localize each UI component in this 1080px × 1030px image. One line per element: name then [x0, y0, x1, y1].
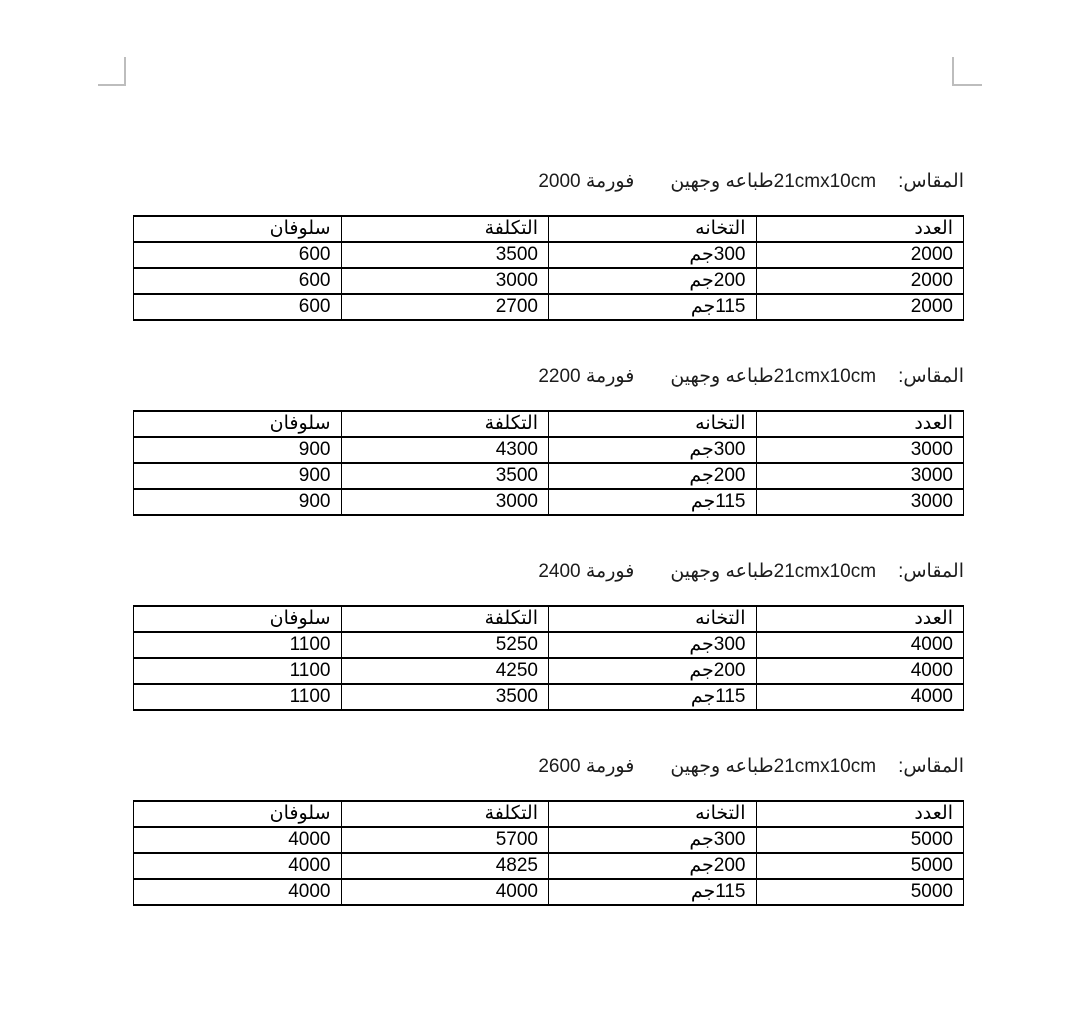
table-cell: 300جم — [549, 437, 757, 463]
table-cell: 4000 — [134, 853, 342, 879]
size-value: 21cmx10cm — [773, 561, 877, 582]
form-number: 2600 — [538, 756, 581, 777]
pricing-table — [133, 410, 964, 516]
size-value: 21cmx10cm — [773, 171, 877, 192]
table-cell: 5000 — [756, 827, 964, 853]
pricing-section — [133, 560, 964, 711]
form-number: 2200 — [538, 366, 581, 387]
column-header: العدد — [756, 801, 964, 827]
pricing-section — [133, 755, 964, 906]
table-cell: 4000 — [134, 827, 342, 853]
print-sides-label: طباعه وجهين — [670, 561, 774, 582]
column-header: التكلفة — [341, 216, 549, 242]
table-cell: 3500 — [341, 463, 549, 489]
table-row — [134, 827, 964, 853]
table-head — [134, 801, 964, 827]
table-row — [134, 489, 964, 515]
section-title — [133, 170, 964, 194]
column-header: التخانه — [549, 411, 757, 437]
table-cell: 115جم — [549, 294, 757, 320]
pricing-table — [133, 215, 964, 321]
column-header: التكلفة — [341, 606, 549, 632]
table-cell: 3500 — [341, 242, 549, 268]
section-title — [133, 755, 964, 779]
table-cell: 600 — [134, 268, 342, 294]
header-row — [134, 801, 964, 827]
size-and-print-label — [670, 170, 876, 194]
form-label: فورمة — [585, 756, 635, 777]
column-header: التكلفة — [341, 801, 549, 827]
table-cell: 200جم — [549, 463, 757, 489]
table-cell: 3500 — [341, 684, 549, 710]
measure-label: المقاس: — [898, 756, 964, 777]
text-boundary-corner-left-icon — [98, 57, 126, 86]
table-body — [134, 827, 964, 905]
measure-label: المقاس: — [898, 366, 964, 387]
table-cell: 1100 — [134, 632, 342, 658]
pricing-table — [133, 605, 964, 711]
table-row — [134, 632, 964, 658]
column-header: سلوفان — [134, 801, 342, 827]
table-cell: 300جم — [549, 827, 757, 853]
form-label-group — [538, 365, 634, 389]
table-cell: 1100 — [134, 658, 342, 684]
form-label: فورمة — [585, 366, 635, 387]
form-label-group — [538, 755, 634, 779]
table-row — [134, 463, 964, 489]
table-head — [134, 216, 964, 242]
form-label: فورمة — [585, 171, 635, 192]
size-and-print-label — [670, 560, 876, 584]
table-head — [134, 606, 964, 632]
table-cell: 5000 — [756, 879, 964, 905]
column-header: العدد — [756, 606, 964, 632]
table-cell: 3000 — [756, 489, 964, 515]
pricing-section — [133, 365, 964, 516]
table-row — [134, 879, 964, 905]
measure-label: المقاس: — [898, 171, 964, 192]
table-row — [134, 294, 964, 320]
table-cell: 2000 — [756, 268, 964, 294]
table-cell: 4000 — [341, 879, 549, 905]
form-label: فورمة — [585, 561, 635, 582]
column-header: العدد — [756, 411, 964, 437]
table-cell: 3000 — [341, 489, 549, 515]
table-cell: 2700 — [341, 294, 549, 320]
column-header: العدد — [756, 216, 964, 242]
table-cell: 3000 — [756, 437, 964, 463]
size-and-print-label — [670, 755, 876, 779]
table-cell: 600 — [134, 242, 342, 268]
section-title — [133, 560, 964, 584]
table-cell: 2000 — [756, 294, 964, 320]
table-cell: 200جم — [549, 658, 757, 684]
column-header: سلوفان — [134, 411, 342, 437]
table-body — [134, 632, 964, 710]
table-cell: 300جم — [549, 632, 757, 658]
header-row — [134, 216, 964, 242]
table-cell: 3000 — [756, 463, 964, 489]
table-row — [134, 658, 964, 684]
section-title — [133, 365, 964, 389]
form-number: 2000 — [538, 171, 581, 192]
form-label-group — [538, 560, 634, 584]
table-cell: 4000 — [134, 879, 342, 905]
table-cell: 900 — [134, 489, 342, 515]
table-cell: 115جم — [549, 684, 757, 710]
header-row — [134, 411, 964, 437]
size-value: 21cmx10cm — [773, 756, 877, 777]
table-row — [134, 853, 964, 879]
column-header: سلوفان — [134, 606, 342, 632]
table-row — [134, 684, 964, 710]
table-cell: 4250 — [341, 658, 549, 684]
table-cell: 115جم — [549, 489, 757, 515]
column-header: التخانه — [549, 801, 757, 827]
print-sides-label: طباعه وجهين — [670, 171, 774, 192]
form-number: 2400 — [538, 561, 581, 582]
table-cell: 200جم — [549, 853, 757, 879]
table-cell: 4000 — [756, 632, 964, 658]
form-label-group — [538, 170, 634, 194]
table-cell: 2000 — [756, 242, 964, 268]
table-cell: 5700 — [341, 827, 549, 853]
table-row — [134, 268, 964, 294]
table-row — [134, 242, 964, 268]
table-cell: 200جم — [549, 268, 757, 294]
table-cell: 4000 — [756, 658, 964, 684]
column-header: التخانه — [549, 606, 757, 632]
column-header: التكلفة — [341, 411, 549, 437]
header-row — [134, 606, 964, 632]
table-cell: 1100 — [134, 684, 342, 710]
table-cell: 4300 — [341, 437, 549, 463]
table-row — [134, 437, 964, 463]
table-cell: 900 — [134, 463, 342, 489]
table-cell: 900 — [134, 437, 342, 463]
text-boundary-corner-right-icon — [952, 57, 982, 86]
column-header: سلوفان — [134, 216, 342, 242]
table-cell: 3000 — [341, 268, 549, 294]
pricing-section — [133, 170, 964, 321]
measure-label: المقاس: — [898, 561, 964, 582]
table-cell: 4000 — [756, 684, 964, 710]
table-cell: 600 — [134, 294, 342, 320]
page-content — [133, 170, 964, 950]
pricing-table — [133, 800, 964, 906]
table-cell: 4825 — [341, 853, 549, 879]
table-body — [134, 437, 964, 515]
table-head — [134, 411, 964, 437]
print-sides-label: طباعه وجهين — [670, 366, 774, 387]
table-cell: 5250 — [341, 632, 549, 658]
size-value: 21cmx10cm — [773, 366, 877, 387]
column-header: التخانه — [549, 216, 757, 242]
table-body — [134, 242, 964, 320]
size-and-print-label — [670, 365, 876, 389]
print-sides-label: طباعه وجهين — [670, 756, 774, 777]
table-cell: 300جم — [549, 242, 757, 268]
table-cell: 5000 — [756, 853, 964, 879]
table-cell: 115جم — [549, 879, 757, 905]
